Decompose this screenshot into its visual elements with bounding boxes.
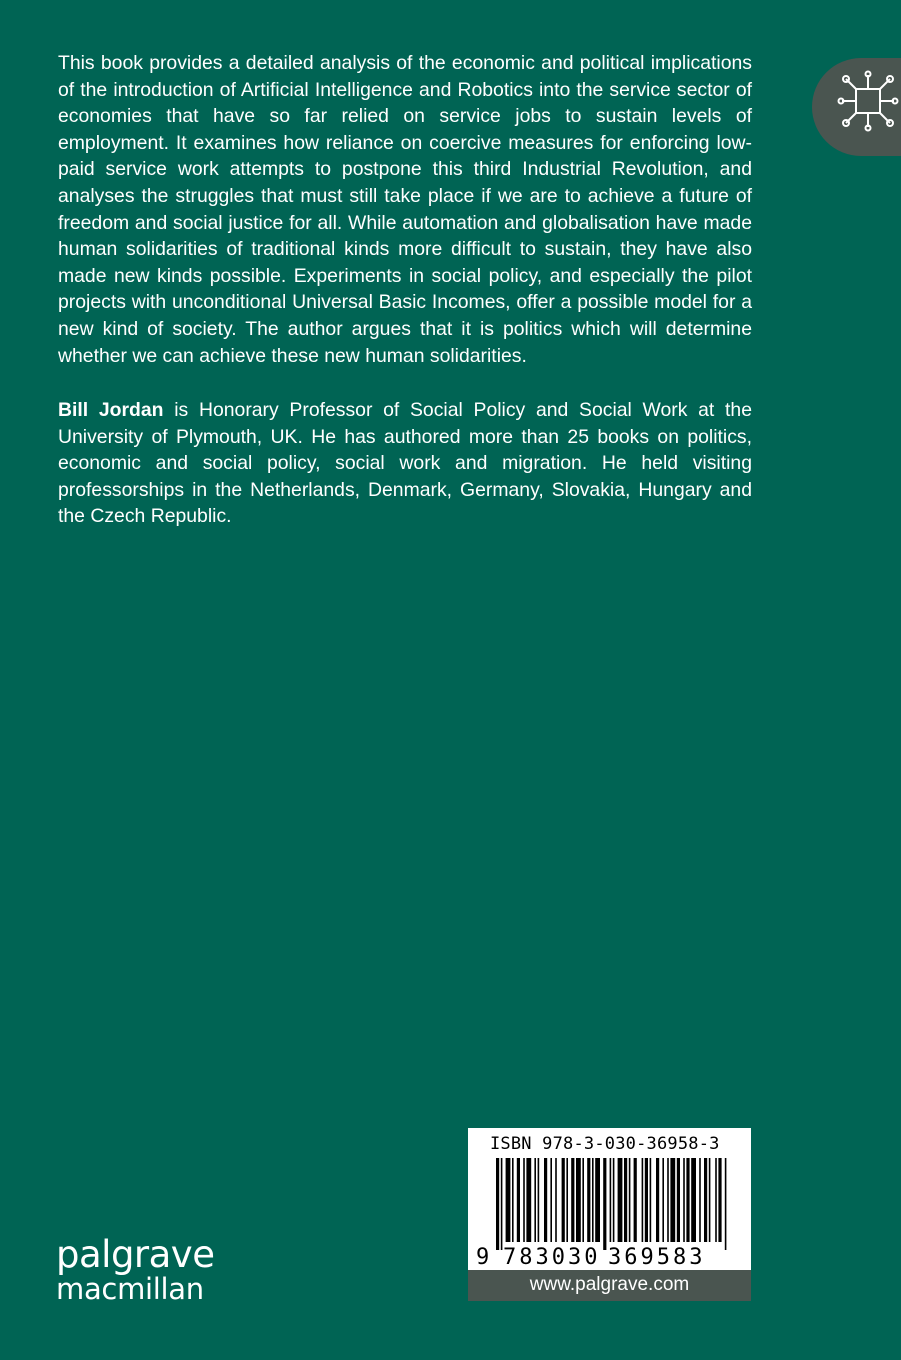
barcode-bar [677, 1158, 680, 1242]
barcode-bar [718, 1158, 721, 1242]
barcode-bar [571, 1158, 574, 1242]
barcode-bar [667, 1158, 669, 1242]
barcode-bar [683, 1158, 685, 1242]
barcode-bar [523, 1158, 525, 1242]
barcode-bar [650, 1158, 652, 1242]
barcode-bar [603, 1158, 606, 1250]
author-bio-text: is Honorary Professor of Social Policy and Social Work at the University of Plymouth, UK. He has authored more than 25 books on politics, economic and social policy, social work and migration. He held visiting professorships in the Netherlands, Denmark, Germany, Slovakia, Hungary and the Czech Republic. [58, 399, 752, 528]
barcode-bar [501, 1158, 503, 1250]
barcode-bar [704, 1158, 707, 1242]
barcode-digits-left: 783030 [503, 1245, 601, 1270]
book-blurb: This book provides a detailed analysis of the economic and political implications of the introduction of Artificial Intelligence and Robotics into the service sector of economies that have so far relied on service jobs to sustain levels of employment. It examines how reliance on coercive measures for enforcing low-paid service work attempts to postpone this third Industrial Revolution, and analyses the struggles that must still take place if we are to achieve a future of freedom and social justice for all. While automation and globalisation have made human solidarities of traditional kinds more difficult to sustain, they have also made new kinds possible. Experiments in social policy, and especially the pilot projects with unconditional Universal Basic Incomes, offer a possible model for a new kind of society. The author argues that it is politics which will determine whether we can achieve these new human solidarities. [58, 52, 752, 367]
barcode-bar [538, 1158, 540, 1242]
network-node-emblem-icon [836, 69, 900, 133]
barcode-bar [686, 1158, 689, 1242]
barcode-bar [610, 1158, 612, 1242]
barcode-bar [618, 1158, 623, 1242]
barcode-bar [613, 1158, 615, 1242]
barcode-digit-first: 9 [476, 1245, 490, 1270]
logo-palgrave: palgrave [56, 1233, 215, 1276]
barcode-bar [550, 1158, 552, 1242]
barcode-bar [624, 1158, 627, 1242]
barcode-bar [691, 1158, 696, 1242]
barcode-bar [526, 1158, 531, 1242]
barcode-bar [544, 1158, 547, 1242]
barcode-bar [699, 1158, 701, 1242]
publisher-url: www.palgrave.com [468, 1270, 751, 1301]
barcode-bar [634, 1158, 637, 1242]
author-name: Bill Jordan [58, 399, 164, 421]
barcode-bar [715, 1158, 717, 1242]
barcode-bar [587, 1158, 590, 1242]
barcode-bar [566, 1158, 568, 1242]
barcode-bar [662, 1158, 664, 1242]
barcode-bar [534, 1158, 536, 1242]
barcode-bar [629, 1158, 631, 1242]
barcode-bar [709, 1158, 711, 1242]
barcode-bar [582, 1158, 584, 1242]
barcode-bar [595, 1158, 600, 1242]
barcode-bar [576, 1158, 581, 1242]
barcode-bar [506, 1158, 511, 1242]
barcode-bar [496, 1158, 499, 1250]
barcode-bar [555, 1158, 557, 1242]
isbn-label: ISBN 978-3-030-36958-3 [490, 1134, 720, 1154]
author-bio [58, 397, 752, 530]
barcode-bar [642, 1158, 644, 1242]
publisher-emblem-tab [812, 58, 901, 156]
barcode-digits-right: 369583 [608, 1245, 706, 1270]
barcode-bar [645, 1158, 648, 1242]
barcode-bar [670, 1158, 675, 1242]
barcode-bar [592, 1158, 594, 1242]
publisher-logo [56, 1233, 215, 1306]
barcode-bar [656, 1158, 659, 1242]
barcode-bar [517, 1158, 520, 1242]
barcode-box [468, 1128, 751, 1270]
barcode-bar [725, 1158, 727, 1250]
barcode-bar [562, 1158, 565, 1242]
logo-macmillan: macmillan [56, 1272, 204, 1306]
barcode-bar [512, 1158, 514, 1242]
